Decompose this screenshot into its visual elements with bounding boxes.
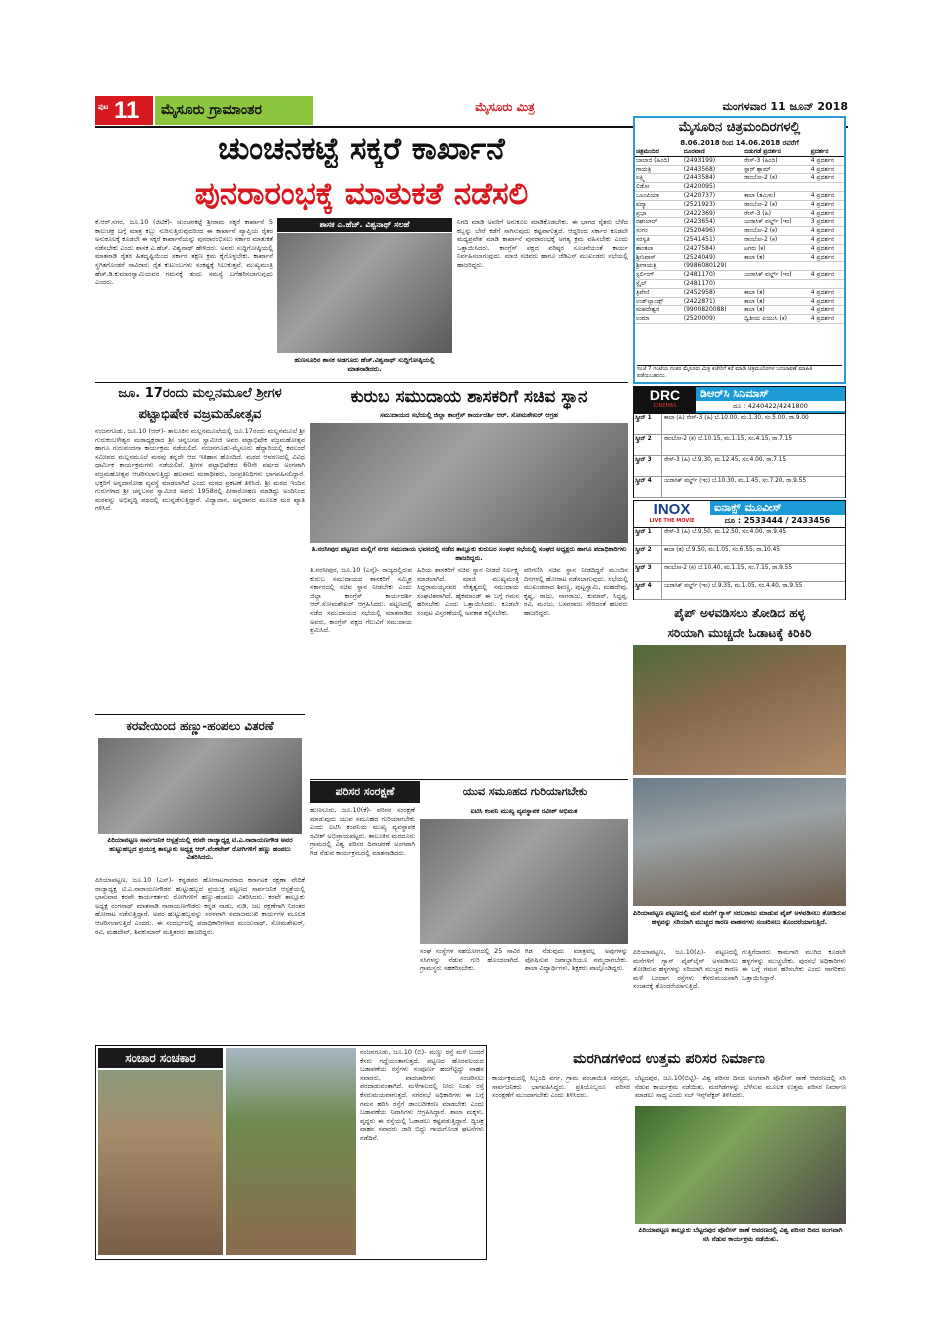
inox-screen-times: ರೇಸ್-3 (ಹಿ) ಬೆ.9.50, ಮ.12.50, ಸಂ.4.00, ರಾ.9.45 — [664, 529, 787, 535]
cinema-cell: 4 ಪ್ರದರ್ಶನ — [810, 191, 844, 200]
lead-photo — [277, 233, 452, 353]
cinema-cell: (2481170) — [683, 271, 743, 280]
drc-screen-row — [634, 477, 845, 498]
env-body-2: ಸಂಘ ಸಂಸ್ಥೆಗಳ ಸಹಯೋಗದಲ್ಲಿ 25 ಸಾವಿರ ಸಸಿಗಳನ್ನು ನೆಡುವ ಗುರಿ ಹೊಂದಲಾಗಿದೆ. ಗ್ರಾಮಸ್ಥರು ಸಹಕರಿಸಬೇಕು. — [420, 947, 520, 973]
cinema-row — [635, 315, 844, 324]
drc-screen-row — [634, 435, 845, 456]
cinema-row — [635, 156, 844, 165]
cinema-cell: ಸಂಗಂ — [635, 227, 683, 236]
cinema-cell: 4 ಪ್ರದರ್ಶನ — [810, 235, 844, 244]
cinema-cell — [810, 262, 844, 271]
cinema-cell: (2541451) — [683, 235, 743, 244]
cinema-row — [635, 165, 844, 174]
cinema-cell: (2420737) — [683, 191, 743, 200]
cinema-cell: 4 ಪ್ರದರ್ಶನ — [810, 315, 844, 324]
inox-title: ಐನಾಕ್ಸ್ ಮೂವೀಸ್ — [710, 501, 845, 515]
trees-headline: ಮರಗಿಡಗಳಿಂದ ಉತ್ತಮ ಪರಿಸರ ನಿರ್ಮಾಣ — [573, 1051, 765, 1067]
drc-screen-times: ಕಾಲಾ (ಹಿ) ರೇಸ್-3 (ಹಿ) ಬೆ.10.00, ಮ.1.30, ಸಂ.5.00, ರಾ.9.00 — [664, 415, 809, 421]
cinema-cell: (2420095) — [683, 183, 743, 192]
cinema-cell: (2443584) — [683, 174, 743, 183]
drc-logo-sub: CINEMAS — [653, 403, 677, 409]
cinema-cell: ರೇಸ್-3 (ಹಿ) — [743, 209, 810, 218]
drc-screen-label: ಸ್ಕ್ರೀನ್ 1 — [634, 414, 662, 434]
env-subhead: ಐಟಿಸಿ ಕಂಪನಿ ಮುಖ್ಯ ವ್ಯವಸ್ಥಾಪಕ ರವೀಶ್ ಅಭಿಮತ — [470, 807, 578, 815]
kuruba-body-2: ಹಿರಿಯ ಶಾಸಕರಿಗೆ ಸಚಿವ ಸ್ಥಾನ ನೀಡದೆ ನಿರ್ಲಕ್ಷ್ಯ ಮಾಡಲಾಗಿದೆ. ಮಾಜಿ ಮುಖ್ಯಮಂತ್ರಿ ಸಿದ್ದರಾಮಯ್ಯನವರ ನೇತೃತ್ವದಲ್ಲಿ ಸಮುದಾಯ ಸಂಘಟಿತವಾಗಿದೆ. ಹೈಕಮಾಂಡ್ ಈ ಬಗ್ಗೆ ಗಮನ ಹರಿಸಬೇಕು ಎಂದು ಒತ್ತಾಯಿಸಿದರು. ಕೂಡಲೇ ಸಂಪುಟ ವಿಸ್ತರಣೆಯಲ್ಲಿ ಅವಕಾಶ ಕಲ್ಪಿಸಬೇಕು. — [417, 566, 519, 617]
travel-photo-2 — [226, 1048, 356, 1255]
inox-logo-sub: LIVE THE MOVIE — [649, 518, 695, 524]
lead-caption: ಹುಣಸೂರಿನ ಶಾಸಕ ಅಡಗೂರು ಹೆಚ್.ವಿಶ್ವನಾಥ್ ಸುದ್ದಿಗೋಷ್ಠಿಯಲ್ಲಿ ಮಾತನಾಡಿದರು. — [294, 356, 435, 373]
cinema-cell: ರಾಂಬೋ-2 (ಕ) — [743, 174, 810, 183]
cinema-cell: (2524049) — [683, 253, 743, 262]
cinema-cell: ಉಡ್‌ಲ್ಯಾಂಡ್ಸ್ — [635, 297, 683, 306]
cinema-cell: 4 ಪ್ರದರ್ಶನ — [810, 297, 844, 306]
trees-caption: ಪಿರಿಯಾಪಟ್ಟಣ ತಾಲ್ಲೂಕು ಬೆಟ್ಟದಪುರ ಪೊಲೀಸ್ ಠಾಣೆ ಆವರಣದಲ್ಲಿ ವಿಶ್ವ ಪರಿಸರ ದಿನದ ಅಂಗವಾಗಿ ಸಸಿ ನೆಡುವ ಕಾರ್ಯಕ್ರಮ ನಡೆಯಿತು. — [638, 1226, 843, 1243]
inox-screen-row — [634, 528, 845, 546]
cinema-row — [635, 191, 844, 200]
kuruba-headline: ಕುರುಬ ಸಮುದಾಯ ಶಾಸಕರಿಗೆ ಸಚಿವ ಸ್ಥಾನ — [350, 387, 588, 407]
cinema-row — [635, 253, 844, 262]
lead-photo-tag: ಶಾಸಕ ಎ.ಹೆಚ್. ವಿಶ್ವನಾಥ್ ಸಲಹೆ — [277, 218, 452, 232]
cinema-row — [635, 297, 844, 306]
rule — [95, 714, 305, 715]
cinema-cell: (9900820088) — [683, 306, 743, 315]
inox-box — [633, 500, 846, 600]
cinema-cell: 4 ಪ್ರದರ್ಶನ — [810, 165, 844, 174]
pipe-caption: ಪಿರಿಯಾಪಟ್ಟಣ ಪಟ್ಟಣದಲ್ಲಿ ಮನೆ ಮನೆಗೆ ಗ್ಯಾಸ್ ಸರಬರಾಜು ಮಾಡುವ ಪೈಪ್ ಅಳವಡಿಸಲು ತೋಡಿರುವ ಹಳ್ಳವನ್ನು ಸರಿಯಾಗಿ ಮುಚ್ಚದ ಕಾರಣ ವಾಹನಗಳು ಸಂಚರಿಸಲು ತೊಂದರೆಯಾಗುತ್ತಿದೆ. — [633, 909, 846, 926]
cinema-cell — [810, 183, 844, 192]
drc-screen-row — [634, 414, 845, 435]
fruit-body: ಪಿರಿಯಾಪಟ್ಟಣ, ಜೂ.10 (ಎಸ್)- ಕನ್ನಡಪರ ಹೋರಾಟಗಾರರಾದ ಕರ್ನಾಟಕ ರಕ್ಷಣಾ ವೇದಿಕೆ ರಾಜ್ಯಾಧ್ಯಕ್ಷ ಟಿ.ಎ.ನಾರಾಯಣಗೌಡರ ಹುಟ್ಟುಹಬ್ಬದ ಪ್ರಯುಕ್ತ ಪಟ್ಟಣದ ಸಾರ್ವಜನಿಕ ಆಸ್ಪತ್ರೆಯಲ್ಲಿ ಭಾನುವಾರ ಕರವೇ ಕಾರ್ಯಕರ್ತರು ರೋಗಿಗಳಿಗೆ ಹಣ್ಣು-ಹಂಪಲು ವಿತರಿಸಿದರು. ಕರವೇ ತಾಲ್ಲೂಕು ಅಧ್ಯಕ್ಷ ರಂಗನಾಥ್ ಮಾತನಾಡಿ ನಾರಾಯಣಗೌಡರು ಕನ್ನಡ ನಾಡು, ನುಡಿ, ಜಲ ರಕ್ಷಣೆಗಾಗಿ ನಿರಂತರ ಹೋರಾಟ ನಡೆಸುತ್ತಿದ್ದಾರೆ. ಅವರ ಹುಟ್ಟುಹಬ್ಬವನ್ನು ಸರಳವಾಗಿ ಸಮಾಜಮುಖಿ ಕಾರ್ಯಗಳ ಮೂಲಕ ಆಚರಿಸಲಾಗುತ್ತಿದೆ ಎಂದರು. ಈ ಸಂದರ್ಭದಲ್ಲಿ ಪದಾಧಿಕಾರಿಗಳಾದ ಮಂಜುನಾಥ್, ಸೋಮಶೇಖರ್, ರವಿ, ಮಹದೇವ್, ಶಿವಕುಮಾರ್ ಮತ್ತಿತರರು ಹಾಜರಿದ್ದರು. — [95, 876, 305, 936]
cinema-cell: (2481170) — [683, 279, 743, 288]
math-headline-1: ಜೂ. 17ರಂದು ಮಲ್ಲನಮೂಲೆ ಶ್ರೀಗಳ — [118, 386, 282, 401]
pipe-body-2: ಗುತ್ತಿಗೆದಾರರು ಕಾಮಗಾರಿ ಮುಗಿದ ಕೂಡಲೇ ಹಳ್ಳಗಳನ್ನು ಮುಚ್ಚಬೇಕು. ಪುರಸಭೆ ಅಧಿಕಾರಿಗಳು ಈ ಬಗ್ಗೆ ಗಮನ ಹರಿಸಬೇಕು ಎಂದು ನಾಗರಿಕರು ಒತ್ತಾಯಿಸಿದ್ದಾರೆ. — [742, 948, 846, 982]
kuruba-body-1: ತಿ.ನರಸೀಪುರ, ಜೂ.10 (ಎನ್ಕೆ)- ರಾಜ್ಯದಲ್ಲಿರುವ ಕುರುಬ ಸಮುದಾಯದ ಶಾಸಕರಿಗೆ ಸಮ್ಮಿಶ್ರ ಸರ್ಕಾರದಲ್ಲಿ ಸಚಿವ ಸ್ಥಾನ ನೀಡಬೇಕು ಎಂದು ಜಿಲ್ಲಾ ಕಾಂಗ್ರೆಸ್ ಕಾರ್ಯದರ್ಶಿ ಆರ್.ಸೋಮಶೇಖರ್ ಆಗ್ರಹಿಸಿದರು. ಪಟ್ಟಣದಲ್ಲಿ ನಡೆದ ಸಮುದಾಯದ ಸಭೆಯಲ್ಲಿ ಮಾತನಾಡಿದ ಅವರು, ಕಾಂಗ್ರೆಸ್ ಪಕ್ಷದ ಗೆಲುವಿಗೆ ಸಮುದಾಯ ಶ್ರಮಿಸಿದೆ. — [310, 566, 412, 635]
lead-body-2: ನಿಗದಿ ಮಾಡಿ ಅವರಿಗೆ ಅನುಕೂಲ ಮಾಡಿಕೊಡಬೇಕು. ಈ ಭಾಗದ ರೈತರು ಬೆಳೆದ ಕಬ್ಬನ್ನು ಬೇರೆ ಕಡೆಗೆ ಸಾಗಿಸುವುದು ಕಷ್ಟವಾಗುತ್ತದೆ. ಆದ್ದರಿಂದ ಸರ್ಕಾರ ಕೂಡಲೇ ಮಧ್ಯಪ್ರವೇಶ ಮಾಡಿ ಕಾರ್ಖಾನೆ ಪುನರಾರಂಭಕ್ಕೆ ಅಗತ್ಯ ಕ್ರಮ ವಹಿಸಬೇಕು ಎಂದು ಒತ್ತಾಯಿಸಿದರು. ಕಾಂಗ್ರೆಸ್ ಪಕ್ಷದ ವರಿಷ್ಠರ ಸೂಚನೆಯಂತೆ ಕಾರ್ಯ ನಿರ್ವಹಿಸಲಾಗುವುದು. ಮಾಜಿ ಸಚಿವರು ಹಾಗೂ ಜೆಡಿಎಸ್ ಮುಖಂಡರು ಸಭೆಯಲ್ಲಿ ಹಾಜರಿದ್ದರು. — [457, 218, 628, 269]
cinema-cell: ಒಲಂಪಿಯಾ — [635, 191, 683, 200]
cinema-row — [635, 288, 844, 297]
inox-schedule — [634, 528, 845, 600]
cinema-header: ಪ್ರದರ್ಶನ — [810, 148, 829, 155]
fruit-photo — [98, 738, 302, 834]
cinema-row — [635, 227, 844, 236]
rule — [95, 382, 628, 383]
cinema-cell: ಕಾಲಾ (ತ) — [743, 297, 810, 306]
page-number: 11 — [114, 97, 140, 124]
inox-screen-label: ಸ್ಕ್ರೀನ್ 3 — [634, 564, 662, 581]
cinema-cell: ಟಗರು (ಕ) — [743, 244, 810, 253]
cinema-cell: (2452958) — [683, 288, 743, 297]
cinema-cell: ಬಾಲಾಜಿ (ಹಿಂದಿ) — [635, 156, 683, 165]
drc-screen-label: ಸ್ಕ್ರೀನ್ 2 — [634, 435, 662, 455]
pipe-photo-2 — [633, 778, 846, 906]
cinema-cell: (2521923) — [683, 200, 743, 209]
trees-body-2: ಕಾರ್ಯಕ್ರಮದಲ್ಲಿ ಸಿಬ್ಬಂದಿ ವರ್ಗ, ಗ್ರಾಮ ಪಂಚಾಯಿತಿ ಸದಸ್ಯರು, ಸಾರ್ವಜನಿಕರು ಭಾಗವಹಿಸಿದ್ದರು. ಪ್ರತಿಯೊಬ್ಬರೂ ಪರಿಸರ ಸಂರಕ್ಷಣೆಗೆ ಮುಂದಾಗಬೇಕು ಎಂದು ತಿಳಿಸಿದರು. — [492, 1074, 630, 1100]
page-date: ಮಂಗಳವಾರ 11 ಜೂನ್ 2018 — [722, 100, 848, 113]
cinema-cell: (2493199) — [683, 156, 743, 165]
cinema-cell: 4 ಪ್ರದರ್ಶನ — [810, 156, 844, 165]
cinema-header: ಚಿತ್ರಮಂದಿರ — [636, 148, 659, 155]
trees-body-1: ಬೆಟ್ಟದಪುರ, ಜೂ.10(ಬಿಟ್ಟಿ)- ವಿಶ್ವ ಪರಿಸರ ದಿನದ ಅಂಗವಾಗಿ ಪೊಲೀಸ್ ಠಾಣೆ ಆವರಣದಲ್ಲಿ ಸಸಿ ನೆಡುವ ಕಾರ್ಯಕ್ರಮ ನಡೆಯಿತು. ಮರಗಿಡಗಳನ್ನು ಬೆಳೆಸುವ ಮೂಲಕ ಉತ್ತಮ ಪರಿಸರ ನಿರ್ಮಾಣ ಮಾಡಲು ಸಾಧ್ಯ ಎಂದು ಸಬ್ ಇನ್ಸ್‌ಪೆಕ್ಟರ್ ತಿಳಿಸಿದರು. — [635, 1074, 846, 1100]
cinema-cell: 4 ಪ್ರದರ್ಶನ — [810, 253, 844, 262]
pipe-headline-2: ಸರಿಯಾಗಿ ಮುಚ್ಚದೇ ಓಡಾಟಕ್ಕೆ ಕಿರಿಕಿರಿ — [667, 626, 812, 640]
cinema-cell: ರಾಂಬೋ-2 (ಕ) — [743, 200, 810, 209]
travel-box — [95, 1045, 487, 1260]
drc-logo — [634, 387, 696, 413]
drc-screen-times: ರಾಂಬೋ-2 (ಕ) ಬೆ.10.15, ಮ.1.15, ಸಂ.4.15, ರಾ.7.15 — [664, 436, 793, 442]
cinema-cell: ಲಕ್ಷ್ಮಿ — [635, 174, 683, 183]
cinema-cell: ಕಾಲಾ (ತ) — [743, 306, 810, 315]
env-body-1: ಹುಣಸೂರು, ಜೂ.10(ಕೆ)- ಪರಿಸರ ಸಂರಕ್ಷಣೆ ಮಾಡುವುದು ಯುವ ಸಮೂಹದ ಗುರಿಯಾಗಬೇಕು ಎಂದು ಐಟಿಸಿ ಕಂಪನಿಯ ಮುಖ್ಯ ವ್ಯವಸ್ಥಾಪಕ ರವೀಶ್ ಅಭಿಪ್ರಾಯಪಟ್ಟರು. ತಾಲೂಕಿನ ಮರದೂರು ಗ್ರಾಮದಲ್ಲಿ ವಿಶ್ವ ಪರಿಸರ ದಿನಾಚರಣೆ ಅಂಗವಾಗಿ ಗಿಡ ನೆಡುವ ಕಾರ್ಯಕ್ರಮದಲ್ಲಿ ಮಾತನಾಡಿದರು. — [310, 806, 415, 857]
paper-name: ಮೈಸೂರು ಮಿತ್ರ — [475, 100, 535, 114]
env-headline-2: ಯುವ ಸಮೂಹದ ಗುರಿಯಾಗಬೇಕು — [462, 785, 588, 798]
inox-screen-label: ಸ್ಕ್ರೀನ್ 4 — [634, 582, 662, 599]
cinema-row — [635, 244, 844, 253]
travel-body: ನಂಜನಗೂಡು, ಜೂ.10 (ಬಿ)- ಮಣ್ಣು ರಸ್ತೆ ಮಳೆ ಬಂದರೆ ಕೆಸರು ಗದ್ದೆಯಂತಾಗುತ್ತದೆ. ಪಟ್ಟಣದ ಹೊರವಲಯದ ಬಡಾವಣೆಯ ರಸ್ತೆಗಳು ಸಂಪೂರ್ಣ ಹದಗೆಟ್ಟಿದ್ದು ವಾಹನ ಸವಾರರು, ಪಾದಚಾರಿಗಳು ಸಂಚರಿಸಲು ಪರದಾಡುವಂತಾಗಿದೆ. ಮಳೆಗಾಲದಲ್ಲಿ ನೀರು ನಿಂತು ರಸ್ತೆ ಕೆಸರುಮಯವಾಗುತ್ತದೆ. ನಗರಸಭೆ ಅಧಿಕಾರಿಗಳು ಈ ಬಗ್ಗೆ ಗಮನ ಹರಿಸಿ ರಸ್ತೆಗೆ ಡಾಂಬರೀಕರಣ ಮಾಡಬೇಕು ಎಂದು ಬಡಾವಣೆಯ ನಿವಾಸಿಗಳು ಆಗ್ರಹಿಸಿದ್ದಾರೆ. ಶಾಲಾ ಮಕ್ಕಳು, ವೃದ್ಧರು ಈ ರಸ್ತೆಯಲ್ಲಿ ಓಡಾಡಲು ಕಷ್ಟಪಡುತ್ತಿದ್ದಾರೆ. ದ್ವಿಚಕ್ರ ವಾಹನ ಸವಾರರು ಜಾರಿ ಬಿದ್ದು ಗಾಯಗೊಂಡ ಘಟನೆಗಳು ನಡೆದಿವೆ. — [360, 1048, 484, 1142]
cinema-cell: ಶ್ರೀಗಾಯತ್ರಿ — [635, 262, 683, 271]
cinema-row — [635, 306, 844, 315]
drc-screen-times: ರೇಸ್-3 (ಹಿ) ಬೆ.9.30, ಮ.12.45, ಸಂ.4.00, ರಾ.7.15 — [664, 457, 787, 463]
cinema-cell: ಶಾಂತಲಾ — [635, 244, 683, 253]
inox-screen-row — [634, 546, 845, 564]
drc-screen-times: ಜುರಾಸಿಕ್ ವರ್ಲ್ಡ್ (ಇಂ) ಬೆ.10.30, ಮ.1.45, ಸಂ.7.20, ರಾ.9.55 — [664, 478, 807, 484]
cinema-header: ದೂರವಾಣಿ — [683, 148, 705, 155]
cinema-cell: ರಾಂಬೋ-2 (ಕ) — [743, 227, 810, 236]
cinema-cell: ರಘುಲಾಲ್ — [635, 218, 683, 227]
kuruba-photo — [310, 423, 628, 543]
cinema-cell: 4 ಪ್ರದರ್ಶನ — [810, 200, 844, 209]
cinema-cell: ಶ್ರೀನಿವಾಸ್ — [635, 253, 683, 262]
cinema-row — [635, 183, 844, 192]
cinema-cell: ದ್ವಿತೀಯ ಪಿಯುಸಿ (ಕ) — [743, 315, 810, 324]
kuruba-caption: ತಿ.ನರಸೀಪುರ ಪಟ್ಟಣದ ಮಲ್ಲಿಗೆ ನಗರ ಸಮುದಾಯ ಭವನದಲ್ಲಿ ನಡೆದ ತಾಲ್ಲೂಕು ಕುರುಬರ ಸಂಘದ ಸಭೆಯಲ್ಲಿ ಸಂಘದ ಅಧ್ಯಕ್ಷರು ಹಾಗೂ ಪದಾಧಿಕಾರಿಗಳು ಹಾಜರಿದ್ದರು. — [311, 545, 627, 562]
page-label: ಪುಟ — [98, 103, 109, 111]
cinema-cell: (2443568) — [683, 165, 743, 174]
drc-screen-row — [634, 456, 845, 477]
cinema-cell — [743, 279, 810, 288]
drc-schedule — [634, 414, 845, 498]
cinema-cell: ಪದ್ಮಾ — [635, 200, 683, 209]
inox-screen-label: ಸ್ಕ್ರೀನ್ 1 — [634, 528, 662, 545]
drc-logo-text: DRC — [649, 387, 681, 403]
cinema-cell: 4 ಪ್ರದರ್ಶನ — [810, 244, 844, 253]
inox-logo-text: INOX — [653, 501, 691, 518]
cinema-cell: ಸರಸ್ವತಿ — [635, 235, 683, 244]
cinema-cell: 4 ಪ್ರದರ್ಶನ — [810, 227, 844, 236]
cinema-sidebar — [633, 116, 846, 384]
cinema-row — [635, 209, 844, 218]
cinema-cell: (2422871) — [683, 297, 743, 306]
cinema-cell: ಸ್ಟೈಲ್ — [635, 279, 683, 288]
inox-screen-times: ರಾಂಬೋ-2 (ಕ) ಬೆ.10.40, ಮ.1.15, ಸಂ.7.15, ರಾ.9.55 — [664, 565, 793, 571]
travel-headline: ಸಂಚಾರ ಸಂಚಕಾರ — [98, 1048, 223, 1068]
cinema-cell: 4 ಪ್ರದರ್ಶನ — [810, 288, 844, 297]
rule — [310, 779, 628, 780]
inox-screen-row — [634, 564, 845, 582]
cinema-cell: ಮಹದೇಶ್ವರ — [635, 306, 683, 315]
env-headline-1: ಪರಿಸರ ಸಂರಕ್ಷಣೆ — [310, 781, 420, 803]
drc-phone: ದೂ : 4240422/4241800 — [696, 401, 845, 411]
section-title: ಮೈಸೂರು ಗ್ರಾಮಾಂತರ — [155, 96, 313, 125]
cinema-cell — [810, 279, 844, 288]
pipe-body-1: ಪಿರಿಯಾಪಟ್ಟಣ, ಜೂ.10(ಪಿ)- ಪಟ್ಟಣದಲ್ಲಿ ಮನೆಗಳಿಗೆ ಗ್ಯಾಸ್ ಪೈಪ್‌ಲೈನ್ ಅಳವಡಿಸಲು ತೋಡಿರುವ ಹಳ್ಳಗಳನ್ನು ಸರಿಯಾಗಿ ಮುಚ್ಚದ ಕಾರಣ ಮಳೆ ಬಂದಾಗ ರಸ್ತೆಗಳು ಕೆಸರುಮಯವಾಗಿ ಸಂಚಾರಕ್ಕೆ ತೊಂದರೆಯಾಗುತ್ತಿದೆ. — [633, 948, 738, 991]
cinema-header-row — [635, 148, 844, 156]
travel-photo-1 — [98, 1070, 223, 1255]
math-headline-2: ಪಟ್ಟಾಭಿಷೇಕ ವಜ್ರಮಹೋತ್ಸವ — [138, 407, 262, 422]
lead-headline-2: ಪುನರಾರಂಭಕ್ಕೆ ಮಾತುಕತೆ ನಡೆಸಲಿ — [194, 176, 529, 212]
kuruba-body-3: ಪರಿಗಣಿಸಿ ಸಚಿವ ಸ್ಥಾನ ನೀಡದಿದ್ದರೆ ಮುಂದಿನ ದಿನಗಳಲ್ಲಿ ಹೋರಾಟ ನಡೆಸಲಾಗುವುದು. ಸಭೆಯಲ್ಲಿ ಮುಖಂಡರಾದ ಶಿವಣ್ಣ, ಪುಟ್ಟಸ್ವಾಮಿ, ಮಹದೇವು, ಕೃಷ್ಣ, ರಾಜು, ನಾಗರಾಜು, ಕುಮಾರ್, ಸಿದ್ದಪ್ಪ, ರವಿ, ಮಂಜು, ಬಸವರಾಜು ಸೇರಿದಂತೆ ಹಲವರು ಹಾಜರಿದ್ದರು. — [524, 566, 628, 617]
cinema-row — [635, 218, 844, 227]
cinema-cell: ಜುರಾಸಿಕ್ ವರ್ಲ್ಡ್ (ಇಂ) — [743, 218, 810, 227]
lead-body-1: ಕೆ.ಆರ್.ನಗರ, ಜೂ.10 (ಜಿಟಿಕೆ)- ಚುಂಚನಕಟ್ಟೆ ಶ್ರೀರಾಮ ಸಕ್ಕರೆ ಕಾರ್ಖಾನೆ 5 ಕಾಲುಚಕ್ರ ಬಗ್ಗೆ ಮಾತ್ರ ಕಬ್ಬು ನುರಿಸುತ್ತಿರುವುದರಿಂದ ಈ ಕಾರ್ಖಾನೆ ವ್ಯಾಪ್ತಿಯ ರೈತರ ಅನುಕೂಲಕ್ಕೆ ಕೂಡಲೇ ಈ ಸಕ್ಕರೆ ಕಾರ್ಖಾನೆಯನ್ನು ಪುನರಾರಂಭಿಸಲು ಸರ್ಕಾರ ಮಾತುಕತೆ ನಡೆಸಬೇಕು ಎಂದು ಶಾಸಕ ಎ.ಹೆಚ್. ವಿಶ್ವನಾಥ್ ಹೇಳಿದರು. ಅವರು ಸುದ್ದಿಗೋಷ್ಠಿಯಲ್ಲಿ ಮಾತನಾಡಿ ರೈತರ ಹಿತದೃಷ್ಟಿಯಿಂದ ಸರ್ಕಾರ ತಕ್ಷಣ ಕ್ರಮ ಕೈಗೊಳ್ಳಬೇಕು. ಕಾರ್ಖಾನೆ ಸ್ಥಗಿತಗೊಂಡರೆ ಸಾವಿರಾರು ರೈತ ಕುಟುಂಬಗಳು ಸಂಕಷ್ಟಕ್ಕೆ ಸಿಲುಕುತ್ತವೆ. ಮುಖ್ಯಮಂತ್ರಿ ಹೆಚ್.ಡಿ.ಕುಮಾರಸ್ವಾಮಿಯವರ ಗಮನಕ್ಕೆ ತಂದು ಸಮಸ್ಯೆ ಬಗೆಹರಿಸಲಾಗುವುದು ಎಂದರು. — [95, 218, 273, 287]
page-number-box — [95, 96, 153, 125]
kuruba-subhead: ಸಮುದಾಯದ ಸಭೆಯಲ್ಲಿ ಜಿಲ್ಲಾ ಕಾಂಗ್ರೆಸ್ ಕಾರ್ಯದರ್ಶಿ ಆರ್. ಸೋಮಶೇಖರ್ ಆಗ್ರಹ — [380, 411, 558, 419]
cinema-cell: (2520496) — [683, 227, 743, 236]
cinema-cell: ಕಾಲಾ (ತ) — [743, 253, 810, 262]
drc-box — [633, 386, 846, 498]
cinema-row — [635, 174, 844, 183]
cinema-row — [635, 262, 844, 271]
env-body-3: ಗಿಡ ನೆಡುವುದು ಮಾತ್ರವಲ್ಲ ಅವುಗಳನ್ನು ಪೋಷಿಸುವ ಜವಾಬ್ದಾರಿಯೂ ನಮ್ಮದಾಗಬೇಕು. ಶಾಲಾ ವಿದ್ಯಾರ್ಥಿಗಳು, ಶಿಕ್ಷಕರು ಪಾಲ್ಗೊಂಡಿದ್ದರು. — [525, 947, 628, 973]
cinema-cell: ತ್ರಿವೇಣಿ — [635, 288, 683, 297]
cinema-cell: (2422369) — [683, 209, 743, 218]
cinema-cell: (9986080129) — [683, 262, 743, 271]
cinema-cell: ಸ್ಟಾರ್ ಶ್ಯಾಮ್ — [743, 165, 810, 174]
cinema-cell: 4 ಪ್ರದರ್ಶನ — [810, 174, 844, 183]
cinema-note: ಸಂಜೆ 7 ಗಂಟೆಯ ನಂತರ ಮೈಸೂರು ಮಿತ್ರ ಕಚೇರಿಗೆ ಕರೆ ಮಾಡಿ ಚಿತ್ರಮಂದಿರಗಳ ಬದಲಾವಣೆ ಮಾಹಿತಿ ಪಡೆಯಬಹುದು. — [637, 365, 842, 380]
trees-photo — [635, 1106, 846, 1224]
cinema-cell: ಪ್ರಭಾ — [635, 209, 683, 218]
pipe-photo-1 — [633, 645, 846, 775]
cinema-cell: 4 ಪ್ರದರ್ಶನ — [810, 271, 844, 280]
cinema-cell: ರೇಸ್-3 (ಹಿಂದಿ) — [743, 156, 810, 165]
math-body: ನಂಜನಗೂಡು, ಜೂ.10 (ಆರ್)- ತಾಲೂಕಿನ ಮಲ್ಲನಮೂಲೆಯಲ್ಲಿ ಜೂ.17ರಂದು ಮಲ್ಲನಮೂಲೆ ಶ್ರೀ ಗುರುಕಂಬಳೇಶ್ವರ ಮಠಾಧ್ಯಕ್ಷರಾದ ಶ್ರೀ ಚನ್ನಬಸವ ಸ್ವಾಮೀಜಿ ಅವರ ಪಟ್ಟಾಭಿಷೇಕ ವಜ್ರಮಹೋತ್ಸವ ಹಾಗೂ ಗುರುವಂದನಾ ಕಾರ್ಯಕ್ರಮ ನಡೆಯಲಿದೆ. ನಂಜನಗೂಡು-ಮೈಸೂರು ಹೆದ್ದಾರಿಯಲ್ಲಿ ಕವಲಂದೆ ಸಮೀಪದ ಮಲ್ಲನಮೂಲೆ ಮಠವು ತನ್ನದೇ ಆದ ಇತಿಹಾಸ ಹೊಂದಿದೆ. ಮಠದ ಆವರಣದಲ್ಲಿ ವಿವಿಧ ಧಾರ್ಮಿಕ ಕಾರ್ಯಕ್ರಮಗಳು ನಡೆಯಲಿವೆ. ಶ್ರೀಗಳ ಪಟ್ಟಾಭಿಷೇಕದ 60ನೇ ವರ್ಷದ ಅಂಗವಾಗಿ ವಜ್ರಮಹೋತ್ಸವ ಆಚರಿಸಲಾಗುತ್ತಿದ್ದು ಹಲವಾರು ಮಠಾಧೀಶರು, ಜನಪ್ರತಿನಿಧಿಗಳು ಭಾಗವಹಿಸಲಿದ್ದಾರೆ. ಭಕ್ತರಿಗೆ ಅನ್ನದಾಸೋಹ ವ್ಯವಸ್ಥೆ ಮಾಡಲಾಗಿದೆ ಎಂದು ಮಠದ ಪ್ರಕಟಣೆ ತಿಳಿಸಿದೆ. ಶ್ರೀ ಮಠದ ಇಂದಿನ ಗುರುಗಳಾದ ಶ್ರೀ ಚನ್ನಬಸವ ಸ್ವಾಮೀಜಿ ಅವರು 1958ರಲ್ಲಿ ಪೀಠಾರೋಹಣ ಮಾಡಿದ್ದು ಅಂದಿನಿಂದ ಮಠವನ್ನು ಅಭಿವೃದ್ಧಿ ಪಥದಲ್ಲಿ ಮುನ್ನಡೆಸುತ್ತಿದ್ದಾರೆ. ವಿದ್ಯಾದಾನ, ಅನ್ನದಾನದ ಮೂಲಕ ಮಠ ಖ್ಯಾತಿ ಗಳಿಸಿದೆ. — [95, 427, 305, 513]
cinema-row — [635, 200, 844, 209]
cinema-header: ಬಿಡುಗಡೆ ಪ್ರದರ್ಶನ — [744, 148, 781, 155]
pipe-headline-1: ಪೈಪ್ ಅಳವಡಿಸಲು ತೋಡಿದ ಹಳ್ಳ — [674, 606, 805, 620]
cinema-cell: ಗಾಯತ್ರಿ — [635, 165, 683, 174]
cinema-row — [635, 235, 844, 244]
cinema-cell: 3 ಪ್ರದರ್ಶನ — [810, 218, 844, 227]
cinema-cell — [743, 183, 810, 192]
fruit-headline: ಕರವೇಯಿಂದ ಹಣ್ಣು-ಹಂಪಲು ವಿತರಣೆ — [126, 719, 274, 733]
cinema-cell: ಕಾಲಾ (ತ) — [743, 288, 810, 297]
cinema-row — [635, 271, 844, 280]
env-photo — [420, 819, 628, 944]
cinema-cell: ಸ್ಟರ್ಲಿಂಗ್ — [635, 271, 683, 280]
drc-title: ಡಿಆರ್‌ಸಿ ಸಿನಿಮಾಸ್ — [700, 387, 769, 400]
cinema-cell: ಉಮಾ — [635, 315, 683, 324]
cinema-dates: 8.06.2018 ರಿಂದ 14.06.2018 ರವರೆಗೆ — [680, 139, 799, 147]
cinema-cell: (2520009) — [683, 315, 743, 324]
cinema-cell: 4 ಪ್ರದರ್ಶನ — [810, 306, 844, 315]
inox-phone: ದೂ : 2533444 / 2433456 — [724, 516, 831, 525]
cinema-cell: ಲಿಡೋ — [635, 183, 683, 192]
fruit-caption: ಪಿರಿಯಾಪಟ್ಟಣ ಸಾರ್ವಜನಿಕ ಆಸ್ಪತ್ರೆಯಲ್ಲಿ ಕರವೇ ರಾಜ್ಯಾಧ್ಯಕ್ಷ ಟಿ.ಎ.ನಾರಾಯಣಗೌಡ ಅವರ ಹುಟ್ಟುಹಬ್ಬದ ಪ್ರಯುಕ್ತ ತಾಲ್ಲೂಕು ಅಧ್ಯಕ್ಷ ಆರ್.ವೆಂಕಟೇಶ್ ರೋಗಿಗಳಿಗೆ ಹಣ್ಣು ಹಂಪಲು ವಿತರಿಸಿದರು. — [107, 836, 293, 861]
cinema-cell: (2423654) — [683, 218, 743, 227]
cinema-row — [635, 279, 844, 288]
lead-headline-1: ಚುಂಚನಕಟ್ಟೆ ಸಕ್ಕರೆ ಕಾರ್ಖಾನೆ — [218, 131, 505, 167]
inox-screen-row — [634, 582, 845, 600]
cinema-cell: (2427584) — [683, 244, 743, 253]
cinema-cell: ಕಾಲಾ (ತಮಿಳು) — [743, 191, 810, 200]
inox-screen-times: ಕಾಲಾ (ತ) ಬೆ.9.50, ಮ.1.05, ಸಂ.6.55, ರಾ.10.45 — [664, 547, 780, 553]
inox-logo — [634, 501, 710, 527]
drc-screen-label: ಸ್ಕ್ರೀನ್ 4 — [634, 477, 662, 497]
cinema-cell: ಜುರಾಸಿಕ್ ವರ್ಲ್ಡ್ (ಇಂ) — [743, 271, 810, 280]
inox-screen-label: ಸ್ಕ್ರೀನ್ 2 — [634, 546, 662, 563]
cinema-cell: ರಾಂಬೋ-2 (ಕ) — [743, 235, 810, 244]
cinema-title: ಮೈಸೂರಿನ ಚಿತ್ರಮಂದಿರಗಳಲ್ಲಿ — [678, 120, 801, 135]
cinema-cell: 4 ಪ್ರದರ್ಶನ — [810, 209, 844, 218]
inox-screen-times: ಜುರಾಸಿಕ್ ವರ್ಲ್ಡ್ (ಇಂ) ಬೆ.9.35, ಮ.1.05, ಸಂ.4.40, ರಾ.9.55 — [664, 583, 803, 589]
cinema-table — [635, 148, 844, 324]
drc-screen-label: ಸ್ಕ್ರೀನ್ 3 — [634, 456, 662, 476]
cinema-cell — [743, 262, 810, 271]
